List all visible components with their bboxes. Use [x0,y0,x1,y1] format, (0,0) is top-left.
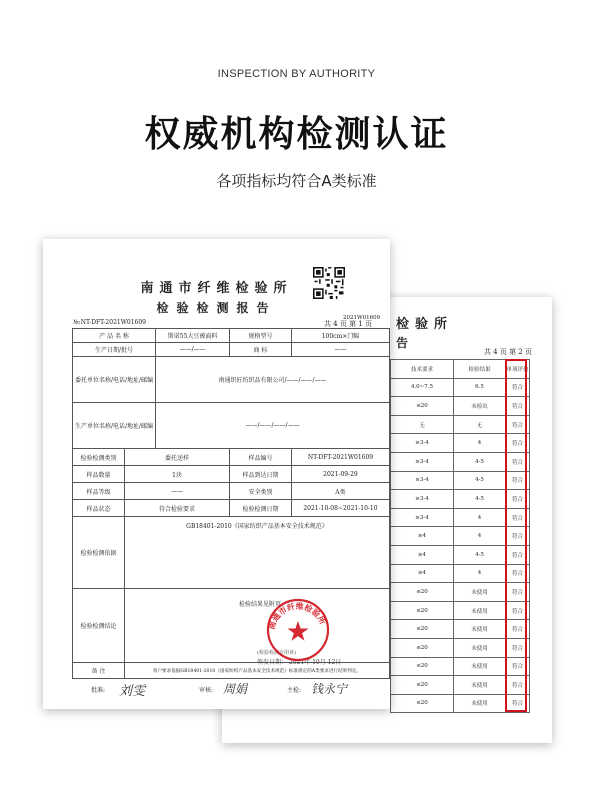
value-safety: A类 [291,483,389,500]
value-qty: 1块 [124,466,229,483]
institute-name: 南通市纤维检验所 [140,281,293,296]
evaluation-cell: 符合 [506,657,530,676]
result-cell: ≥3-4 [391,434,454,453]
result-cell: ≤20 [391,620,454,639]
evaluation-cell: 符合 [506,471,530,490]
seal-text: 南通市纤维检验所 [267,601,328,631]
evaluation-cell: 符合 [506,564,530,583]
compliance-highlight [505,359,527,712]
result-cell: 4-5 [454,471,506,490]
result-cell: 未使用 [454,676,506,695]
value-spec: 100cm×门幅 [291,329,389,343]
result-cell: ≥3-4 [391,508,454,527]
results-header-cell: 技术要求 [391,360,454,379]
label-state: 样品状态 [73,500,125,517]
page-number: 共 4 页 第 2 页 [483,348,532,356]
result-cell: 未使用 [454,620,506,639]
approve-signature: 刘雯 [119,684,146,699]
result-cell: 4 [454,527,506,546]
main-inspector-label: 主检: [287,687,302,694]
result-cell: 未使用 [454,638,506,657]
evaluation-cell: 符合 [506,676,530,695]
evaluation-cell: 符合 [506,583,530,602]
result-cell: 未使用 [454,657,506,676]
result-cell: 4-5 [454,490,506,509]
report-number: №:NT-DFT-2021W01609 [73,319,146,326]
label-qty: 样品数量 [73,466,125,483]
evaluation-cell: 符合 [506,638,530,657]
approve-label: 批准: [91,687,106,694]
page-title: 权威机构检测认证 [144,114,449,155]
label-trademark: 商 标 [230,343,292,357]
page-number: 共 4 页 第 1 页 [323,320,372,328]
label-test-type: 检验检测类别 [73,449,125,466]
evaluation-cell: 符合 [506,620,530,639]
result-cell: ≥4 [391,527,454,546]
review-label: 审核: [199,687,214,694]
qr-caption: 2021W01609 [343,315,381,321]
result-cell: 4 [454,564,506,583]
results-header-cell: 单项评价 [506,360,530,379]
header-en: INSPECTION BY AUTHORITY [217,68,376,80]
result-cell: 未使用 [454,583,506,602]
main-inspector-signature: 钱永宁 [311,682,348,696]
value-state: 符合检验要求 [124,500,229,517]
value-trademark: —— [291,343,389,357]
label-basis: 检验检测依据 [73,517,125,589]
label-conclusion: 检验检测结论 [73,589,125,663]
page-subtitle: 各项指标均符合A类标准 [216,172,377,190]
label-product-name: 产 品 名 称 [73,329,156,343]
result-cell: ≤20 [391,657,454,676]
result-cell: ≤20 [391,676,454,695]
value-period: 2021-10-08~2021-10-10 [291,500,389,517]
evaluation-cell: 符合 [506,452,530,471]
evaluation-cell: 符合 [506,378,530,397]
value-maker: ——/——/——/—— [156,403,390,449]
value-test-type: 委托送样 [124,449,229,466]
evaluation-cell: 符合 [506,508,530,527]
result-cell: ≤20 [391,397,454,416]
result-cell: ≤20 [391,638,454,657]
result-cell: 4-5 [454,545,506,564]
result-cell: 4 [454,508,506,527]
value-prod-date: ——/—— [156,343,230,357]
result-cell: ≤20 [391,694,454,713]
evaluation-cell: 符合 [506,545,530,564]
issue-date-text: 签发日期： 2021年 10月 12日 [257,659,342,666]
label-client: 委托单位名称/电话/地址/邮编 [73,357,156,403]
result-cell: 无 [391,415,454,434]
value-sample-no: NT-DFT-2021W01609 [291,449,389,466]
result-cell: ≤20 [391,583,454,602]
value-basis: GB18401-2010《国家纺织产品基本安全技术规范》 [124,517,389,589]
value-client: 南通织匠纺织品有限公司/——/——/—— [156,357,390,403]
result-cell: ≥3-4 [391,471,454,490]
result-cell: ≥3-4 [391,452,454,471]
label-safety: 安全类别 [230,483,292,500]
evaluation-cell: 符合 [506,527,530,546]
value-arrival: 2021-09-29 [291,466,389,483]
result-cell: 4.0~7.5 [391,378,454,397]
result-cell: ≥3-4 [391,490,454,509]
institute-name-partial: 检验所 [396,317,454,332]
conclusion-text: 检验结果见附页。 [238,601,287,608]
label-remark: 备 注 [73,663,125,679]
report-title: 检验检测报告 [156,301,277,315]
label-grade: 样品等级 [73,483,125,500]
result-cell: 无 [454,415,506,434]
official-seal-icon [265,597,331,663]
label-maker: 生产单位名称/电话/地址/邮编 [73,403,156,449]
evaluation-cell: 符合 [506,601,530,620]
result-cell: 4-5 [454,452,506,471]
evaluation-cell: 符合 [506,694,530,713]
label-sample-no: 样品编号 [230,449,292,466]
result-cell: 6.5 [454,378,506,397]
evaluation-cell: 符合 [506,434,530,453]
evaluation-cell: 符合 [506,415,530,434]
label-prod-date: 生产日期/批号 [73,343,156,357]
issue-note: (检验检测专用章) [257,650,296,656]
results-header-cell: 检验结果 [454,360,506,379]
result-cell: 4 [454,434,506,453]
result-cell: ≥4 [391,564,454,583]
report-info-table [72,328,390,679]
result-cell: 未使用 [454,601,506,620]
report-page-1 [43,239,390,709]
evaluation-cell: 符合 [506,490,530,509]
evaluation-cell: 符合 [506,397,530,416]
report-title-partial: 告 [396,336,415,350]
result-cell: 未使用 [454,694,506,713]
review-signature: 周娟 [223,682,248,696]
label-arrival: 样品到达日期 [230,466,292,483]
label-period: 检验检测日期 [230,500,292,517]
result-cell: ≤20 [391,601,454,620]
value-product-name: 斯诺55大豆被面料 [156,329,230,343]
result-cell: 未检出 [454,397,506,416]
value-grade: —— [124,483,229,500]
result-cell: ≥4 [391,545,454,564]
value-remark: 客户要求依据GB18401-2010《国家纺织产品基本安全技术规范》标准规定的A类要求进行结果判定。 [124,663,389,679]
label-spec: 规格型号 [230,329,292,343]
